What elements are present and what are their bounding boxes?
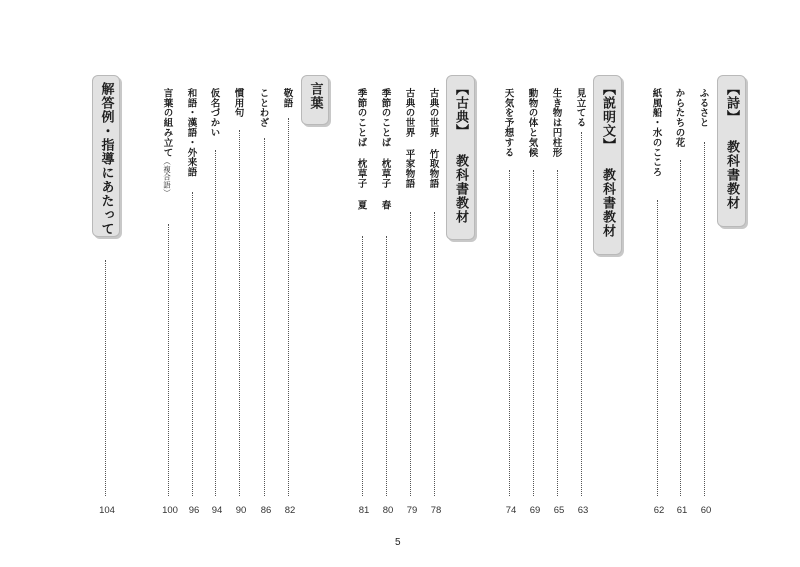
toc-entry-title-note: （複合語） — [162, 157, 172, 197]
dot-leader — [192, 192, 193, 496]
toc-entry-kanyoku[interactable] — [233, 88, 249, 516]
toc-entry-furusato[interactable] — [698, 88, 714, 516]
toc-entry-page: 79 — [406, 505, 418, 516]
toc-entry-answers[interactable] — [99, 88, 115, 516]
toc-entry-title: 季節のことば 枕草子 春 — [379, 88, 391, 210]
dot-leader — [239, 130, 240, 496]
toc-entry-karatachi-no-hana[interactable] — [674, 88, 690, 516]
toc-entry-kotoba-kumitate[interactable] — [162, 88, 178, 516]
section-header-poem — [717, 75, 746, 227]
toc-entry-title: ことわざ — [257, 88, 269, 128]
dot-leader — [533, 170, 534, 496]
dot-leader — [410, 212, 411, 496]
toc-entry-title: 天気を予想する — [502, 88, 514, 158]
dot-leader — [680, 160, 681, 496]
section-title-explanatory: 【説明文】 教科書教材 — [600, 82, 615, 238]
section-title-language: 言葉 — [307, 82, 323, 110]
toc-entry-page: 61 — [676, 505, 688, 516]
dot-leader — [386, 236, 387, 496]
dot-leader — [105, 260, 106, 496]
section-header-language — [301, 75, 329, 125]
toc-entry-taketori[interactable] — [428, 88, 444, 516]
toc-entry-makura-natsu[interactable] — [356, 88, 372, 516]
toc-entry-page: 90 — [235, 505, 247, 516]
section-header-classics — [446, 75, 475, 240]
toc-entry-title: 見立てる — [574, 88, 586, 128]
toc-entry-page: 60 — [700, 505, 712, 516]
toc-entry-page: 63 — [577, 505, 589, 516]
toc-entry-page: 96 — [188, 505, 200, 516]
toc-entry-wago[interactable] — [186, 88, 202, 516]
toc-entry-page: 78 — [430, 505, 442, 516]
toc-entry-title: からたちの花 — [673, 88, 685, 148]
toc-entry-page: 86 — [260, 505, 272, 516]
dot-leader — [264, 138, 265, 496]
toc-entry-tenki[interactable] — [503, 88, 519, 516]
toc-entry-title: 慣用句 — [232, 88, 244, 118]
toc-entry-ikimono[interactable] — [551, 88, 567, 516]
section-header-explanatory — [593, 75, 622, 255]
dot-leader — [557, 170, 558, 496]
toc-entry-heike[interactable] — [404, 88, 420, 516]
dot-leader — [288, 118, 289, 496]
dot-leader — [215, 150, 216, 496]
toc-entry-title: 仮名づかい — [208, 88, 220, 138]
toc-entry-kamifusen[interactable] — [651, 88, 667, 516]
toc-entry-page: 62 — [653, 505, 665, 516]
toc-entry-makura-haru[interactable] — [380, 88, 396, 516]
dot-leader — [509, 170, 510, 496]
toc-entry-page: 81 — [358, 505, 370, 516]
toc-entry-page: 69 — [529, 505, 541, 516]
toc-entry-page: 94 — [211, 505, 223, 516]
dot-leader — [581, 132, 582, 496]
toc-entry-title: 季節のことば 枕草子 夏 — [355, 88, 367, 210]
toc-entry-title-main: 言葉の組み立て — [161, 88, 173, 158]
toc-entry-title — [162, 88, 172, 197]
toc-entry-title: 和語・漢語・外来語 — [185, 88, 197, 178]
section-title-answers: 解答例・指導にあたって — [98, 82, 114, 236]
toc-entry-title: 敬語 — [281, 88, 293, 108]
toc-entry-kotowaza[interactable] — [258, 88, 274, 516]
toc-entry-page: 104 — [99, 505, 115, 516]
toc-entry-title: ふるさと — [697, 88, 709, 128]
toc-entry-page: 74 — [505, 505, 517, 516]
toc-entry-page: 100 — [162, 505, 178, 516]
toc-entry-page: 80 — [382, 505, 394, 516]
section-title-classics: 【古典】 教科書教材 — [453, 82, 468, 224]
dot-leader — [704, 142, 705, 496]
toc-entry-title: 古典の世界 竹取物語 — [427, 88, 439, 189]
dot-leader — [657, 200, 658, 496]
toc-entry-title: 生き物は円柱形 — [550, 88, 562, 158]
toc-entry-title: 紙風船・水のこころ — [650, 88, 662, 178]
toc-entry-page: 65 — [553, 505, 565, 516]
toc-entry-dobutsu[interactable] — [527, 88, 543, 516]
toc-entry-kanazukai[interactable] — [209, 88, 225, 516]
page-number: 5 — [395, 537, 401, 548]
toc-entry-mitateru[interactable] — [575, 88, 591, 516]
dot-leader — [362, 236, 363, 496]
dot-leader — [168, 224, 169, 496]
toc-entry-title: 古典の世界 平家物語 — [403, 88, 415, 189]
toc-entry-page: 82 — [284, 505, 296, 516]
toc-entry-title: 動物の体と気候 — [526, 88, 538, 158]
section-title-poem: 【詩】 教科書教材 — [724, 82, 739, 210]
dot-leader — [434, 212, 435, 496]
toc-entry-keigo[interactable] — [282, 88, 298, 516]
